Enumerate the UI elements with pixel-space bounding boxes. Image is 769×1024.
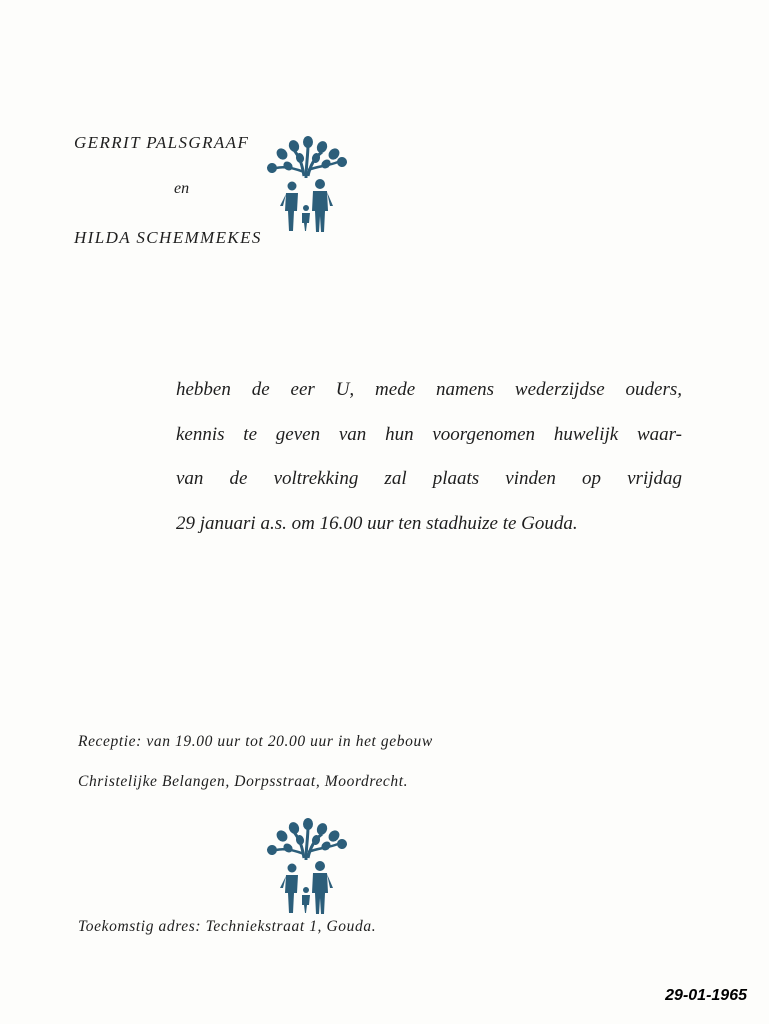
announcement-line: hebben de eer U, mede namens wederzijdse ouders, [176,379,682,400]
future-address: Toekomstig adres: Techniekstraat 1, Gouda. [78,918,377,935]
conjunction: en [174,180,190,197]
announcement-line: van de voltrekking zal plaats vinden op vrijdag [176,468,682,489]
announcement-text [176,368,682,546]
reception-details-line-1: Receptie: van 19.00 uur tot 20.00 uur in het gebouw [78,733,433,750]
family-tree-icon [264,818,348,916]
announcement-line: kennis te geven van hun voorgenomen huwelijk waar- [176,423,682,445]
bride-name: HILDA SCHEMMEKES [74,228,262,247]
announcement-line: 29 januari a.s. om 16.00 uur ten stadhuize te Gouda. [176,512,578,534]
reception-details-line-2: Christelijke Belangen, Dorpsstraat, Moordrecht. [78,773,409,790]
date-stamp: 29-01-1965 [665,987,747,1004]
family-tree-icon [264,136,348,234]
groom-name: GERRIT PALSGRAAF [74,133,250,152]
